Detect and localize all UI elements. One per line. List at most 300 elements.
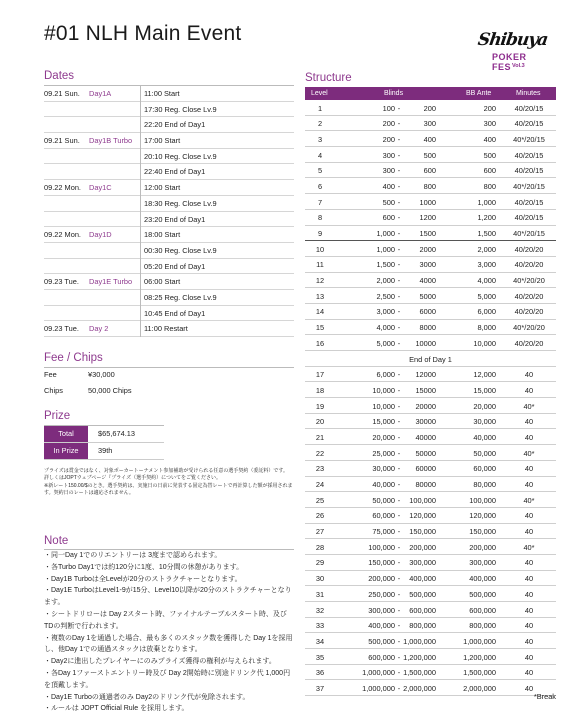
- structure-heading: Structure: [305, 72, 352, 84]
- big-blind-cell: 300: [423, 119, 436, 129]
- small-blind-cell: 100: [382, 103, 395, 113]
- big-blind-cell: 1000: [419, 197, 436, 207]
- note-list: [44, 550, 296, 715]
- big-blind-cell: 600,000: [409, 605, 436, 615]
- column-divider: [140, 196, 141, 212]
- structure-row: [305, 226, 556, 242]
- structure-row: [305, 257, 556, 273]
- prize-inprize-label: In Prize: [44, 443, 88, 459]
- chips-label: Chips: [44, 386, 63, 395]
- bb-ante-cell: 2,000,000: [463, 683, 496, 693]
- date-cell: 09.22 Mon.: [44, 183, 81, 193]
- minutes-cell: 40: [524, 636, 534, 646]
- big-blind-cell: 500,000: [409, 589, 436, 599]
- bb-ante-cell: 20,000: [473, 401, 496, 411]
- bb-ante-cell: 6,000: [477, 307, 496, 317]
- time-cell: 11:00 Start: [144, 89, 180, 98]
- big-blind-cell: 400,000: [409, 574, 436, 584]
- minutes-cell: 40: [524, 527, 534, 537]
- structure-row: [305, 461, 556, 477]
- level-cell: 27: [315, 527, 325, 537]
- column-divider: [140, 227, 141, 243]
- minutes-cell: 40: [524, 621, 534, 631]
- big-blind-cell: 50000: [415, 448, 436, 458]
- bb-ante-cell: 80,000: [473, 480, 496, 489]
- page-title: #01 NLH Main Event: [44, 22, 242, 45]
- bb-ante-cell: 200,000: [469, 542, 496, 552]
- big-blind-cell: 200,000: [409, 542, 436, 552]
- minutes-cell: 40/20/15: [514, 213, 544, 223]
- prize-table: [44, 426, 164, 460]
- event-cell: Day1B Turbo: [89, 136, 133, 146]
- big-blind-cell: 600: [423, 166, 436, 176]
- blind-separator: -: [397, 636, 401, 646]
- header-minutes: Minutes: [516, 89, 541, 97]
- time-cell: 06:00 Start: [144, 277, 181, 287]
- small-blind-cell: 300,000: [368, 605, 395, 615]
- level-cell: 20: [315, 417, 325, 427]
- event-cell: Day1D: [89, 230, 112, 240]
- small-blind-cell: 5,000: [376, 338, 395, 348]
- bb-ante-cell: 400,000: [469, 574, 496, 584]
- small-blind-cell: 150,000: [368, 558, 395, 568]
- minutes-cell: 40: [524, 668, 534, 678]
- level-cell: 5: [317, 166, 323, 176]
- level-cell: 3: [317, 134, 323, 144]
- date-cell: 09.21 Sun.: [44, 136, 80, 146]
- bb-ante-cell: 150,000: [469, 527, 496, 537]
- minutes-cell: 40*/20/15: [513, 134, 545, 144]
- small-blind-cell: 1,000: [376, 229, 395, 238]
- minutes-cell: 40*: [523, 448, 535, 458]
- minutes-cell: 40: [524, 589, 534, 599]
- level-cell: 6: [317, 181, 323, 191]
- date-row: [44, 102, 294, 118]
- column-divider: [140, 274, 141, 290]
- date-row: [44, 227, 294, 243]
- level-cell: 36: [315, 668, 325, 678]
- prize-inprize-row: [44, 443, 164, 460]
- small-blind-cell: 100,000: [368, 542, 395, 552]
- level-cell: 8: [317, 213, 323, 223]
- blind-separator: -: [397, 464, 401, 474]
- event-cell: Day1E Turbo: [89, 277, 133, 287]
- time-cell: 05:20 End of Day1: [144, 261, 206, 271]
- big-blind-cell: 1,500,000: [403, 668, 436, 678]
- minutes-cell: 40*: [523, 401, 535, 411]
- small-blind-cell: 600,000: [368, 652, 395, 662]
- date-row: [44, 243, 294, 259]
- note-heading: Note: [44, 535, 69, 547]
- level-cell: 19: [315, 401, 325, 411]
- column-divider: [140, 306, 141, 322]
- bb-ante-cell: 1,000: [477, 197, 496, 207]
- blind-separator: -: [397, 276, 401, 286]
- small-blind-cell: 500,000: [368, 636, 395, 646]
- minutes-cell: 40/20/15: [514, 197, 544, 207]
- level-cell: 31: [315, 589, 325, 599]
- big-blind-cell: 800,000: [409, 621, 436, 631]
- small-blind-cell: 2,500: [376, 291, 395, 301]
- column-divider: [140, 133, 141, 149]
- small-blind-cell: 75,000: [372, 527, 395, 537]
- blind-separator: -: [397, 668, 401, 678]
- end-of-day1-label: End of Day 1: [409, 354, 452, 364]
- small-blind-cell: 600: [382, 213, 395, 223]
- time-cell: 20:10 Reg. Close Lv.9: [144, 151, 217, 161]
- structure-row: [305, 649, 556, 665]
- column-divider: [140, 149, 141, 165]
- level-cell: 12: [315, 276, 325, 286]
- level-cell: 32: [315, 605, 325, 615]
- header-blinds: Blinds: [384, 89, 404, 97]
- blind-separator: -: [397, 652, 401, 662]
- end-of-day1-row: [305, 351, 556, 367]
- level-cell: 25: [315, 495, 325, 505]
- level-cell: 13: [315, 291, 325, 301]
- level-cell: 15: [315, 323, 325, 333]
- big-blind-cell: 20000: [415, 401, 436, 411]
- big-blind-cell: 800: [423, 181, 436, 191]
- prize-fine-print: [44, 468, 294, 497]
- fine-print-line: 詳しくはJOPTウェブページ『プライズ（選手契約）についてをご覧ください。: [44, 475, 221, 482]
- date-row: [44, 306, 294, 322]
- blind-separator: -: [397, 150, 401, 160]
- big-blind-cell: 1,000,000: [403, 636, 436, 646]
- blind-separator: -: [397, 119, 401, 129]
- column-divider: [140, 102, 141, 118]
- structure-row: [305, 633, 556, 649]
- bb-ante-cell: 400: [483, 134, 496, 144]
- structure-row: [305, 555, 556, 571]
- structure-row: [305, 116, 556, 132]
- blind-separator: -: [397, 574, 401, 584]
- structure-row: [305, 288, 556, 304]
- minutes-cell: 40: [524, 464, 534, 474]
- minutes-cell: 40: [524, 652, 534, 662]
- big-blind-cell: 100,000: [409, 495, 436, 505]
- level-cell: 1: [317, 103, 323, 113]
- bb-ante-cell: 40,000: [473, 432, 496, 442]
- structure-row: [305, 320, 556, 336]
- event-cell: Day 2: [89, 324, 109, 334]
- big-blind-cell: 150,000: [409, 527, 436, 537]
- structure-row: [305, 429, 556, 445]
- minutes-cell: 40*/20/15: [513, 229, 545, 238]
- small-blind-cell: 20,000: [372, 432, 395, 442]
- blind-separator: -: [397, 683, 401, 693]
- blind-separator: -: [397, 495, 401, 505]
- level-cell: 22: [315, 448, 325, 458]
- blind-separator: -: [397, 558, 401, 568]
- fine-print-line: プライズは賞金ではなく、対象ポーカートーナメント参加補助が受けられる任意の選手契約（委託料）です。: [44, 468, 289, 474]
- big-blind-cell: 30000: [415, 417, 436, 427]
- minutes-cell: 40*/20/15: [513, 181, 545, 191]
- small-blind-cell: 1,000: [376, 244, 395, 254]
- event-cell: Day1A: [89, 89, 112, 98]
- small-blind-cell: 3,000: [376, 307, 395, 317]
- prize-heading: Prize: [44, 410, 71, 422]
- date-row: [44, 321, 294, 337]
- bb-ante-cell: 120,000: [469, 511, 496, 521]
- blind-separator: -: [397, 621, 401, 631]
- bb-ante-cell: 600,000: [469, 605, 496, 615]
- level-cell: 17: [315, 370, 325, 380]
- column-divider: [140, 164, 141, 180]
- fee-label: Fee: [44, 370, 57, 379]
- blind-separator: -: [397, 103, 401, 113]
- small-blind-cell: 10,000: [372, 401, 395, 411]
- small-blind-cell: 4,000: [376, 323, 395, 333]
- minutes-cell: 40: [524, 605, 534, 615]
- blind-separator: -: [397, 417, 401, 427]
- note-item: ・各Day 1ファーストエントリー時及び Day 2開始時に別途ドリンク代 1,000円を頂戴します。: [44, 669, 291, 689]
- blind-separator: -: [397, 480, 401, 489]
- event-cell: Day1C: [89, 183, 112, 193]
- structure-row: [305, 178, 556, 194]
- big-blind-cell: 5000: [419, 291, 436, 301]
- structure-row: [305, 100, 556, 116]
- minutes-cell: 40/20/20: [514, 260, 544, 270]
- structure-row: [305, 367, 556, 383]
- minutes-cell: 40/20/20: [514, 338, 544, 348]
- structure-row: [305, 492, 556, 508]
- blind-separator: -: [397, 589, 401, 599]
- small-blind-cell: 1,500: [376, 260, 395, 270]
- small-blind-cell: 25,000: [372, 448, 395, 458]
- blind-separator: -: [397, 244, 401, 254]
- small-blind-cell: 60,000: [372, 511, 395, 521]
- minutes-cell: 40: [524, 511, 534, 521]
- big-blind-cell: 80000: [415, 480, 436, 489]
- small-blind-cell: 50,000: [372, 495, 395, 505]
- minutes-cell: 40*: [523, 495, 535, 505]
- date-row: [44, 86, 294, 102]
- level-cell: 35: [315, 652, 325, 662]
- level-cell: 26: [315, 511, 325, 521]
- blind-separator: -: [397, 260, 401, 270]
- bb-ante-cell: 200: [483, 103, 496, 113]
- date-row: [44, 212, 294, 228]
- time-cell: 11:00 Restart: [144, 324, 188, 334]
- big-blind-cell: 1,200,000: [403, 652, 436, 662]
- bb-ante-cell: 8,000: [477, 323, 496, 333]
- blind-separator: -: [397, 229, 401, 238]
- date-cell: 09.23 Tue.: [44, 324, 79, 334]
- bb-ante-cell: 300,000: [469, 558, 496, 568]
- big-blind-cell: 12000: [415, 370, 436, 380]
- time-cell: 10:45 End of Day1: [144, 308, 206, 318]
- big-blind-cell: 120,000: [409, 511, 436, 521]
- blind-separator: -: [397, 385, 401, 395]
- bb-ante-cell: 100,000: [469, 495, 496, 505]
- minutes-cell: 40*: [523, 542, 535, 552]
- level-cell: 30: [315, 574, 325, 584]
- minutes-cell: 40: [524, 480, 534, 489]
- time-cell: 17:30 Reg. Close Lv.9: [144, 104, 217, 114]
- column-divider: [140, 321, 141, 337]
- prize-total-value: $65,674.13: [98, 429, 135, 438]
- big-blind-cell: 4000: [419, 276, 436, 286]
- logo-volume: Vol.3: [512, 63, 525, 69]
- date-row: [44, 259, 294, 275]
- blind-separator: -: [397, 166, 401, 176]
- structure-row: [305, 398, 556, 414]
- blind-separator: -: [397, 432, 401, 442]
- bb-ante-cell: 2,000: [477, 244, 496, 254]
- date-row: [44, 196, 294, 212]
- minutes-cell: 40/20/15: [514, 166, 544, 176]
- note-item: ・シートドリローは Day 2スタート時、ファイナルテーブルスタート時、及びTDの判断で行われます。: [44, 610, 287, 630]
- shibuya-poker-fes-logo: [476, 30, 549, 76]
- minutes-cell: 40: [524, 558, 534, 568]
- time-cell: 22:40 End of Day1: [144, 167, 206, 177]
- dates-table: [44, 86, 294, 337]
- big-blind-cell: 400: [423, 134, 436, 144]
- blind-separator: -: [397, 134, 401, 144]
- chips-value: 50,000 Chips: [88, 386, 132, 395]
- note-item: ・Day2に進出したプレイヤーにのみプライズ獲得の権利が与えられます。: [44, 658, 276, 666]
- small-blind-cell: 10,000: [372, 385, 395, 395]
- logo-subtitle: POKER FES: [492, 52, 527, 72]
- logo-script: Shibuya: [476, 30, 549, 50]
- big-blind-cell: 6000: [419, 307, 436, 317]
- small-blind-cell: 1,000,000: [362, 668, 395, 678]
- big-blind-cell: 40000: [415, 432, 436, 442]
- bb-ante-cell: 1,500,000: [463, 668, 496, 678]
- structure-row: [305, 524, 556, 540]
- note-item: ・複数のDay 1を通過した場合、最も多くのスタック数を獲得した Day 1を採用し、他Day 1での通過スタックは放棄となります。: [44, 634, 293, 654]
- column-divider: [140, 180, 141, 196]
- big-blind-cell: 15000: [415, 385, 436, 395]
- level-cell: 2: [317, 119, 323, 129]
- structure-row: [305, 508, 556, 524]
- prize-inprize-value: 39th: [98, 446, 113, 455]
- small-blind-cell: 1,000,000: [362, 683, 395, 693]
- note-item: ・ルールは JOPT Official Rule を採用します。: [44, 705, 189, 713]
- date-row: [44, 164, 294, 180]
- bb-ante-cell: 30,000: [473, 417, 496, 427]
- note-item: ・Day1E TurboはLevel1-9が15分、Level10以降が20分のストラクチャーとなります。: [44, 587, 292, 607]
- bb-ante-cell: 1,200,000: [463, 652, 496, 662]
- bb-ante-cell: 60,000: [473, 464, 496, 474]
- date-row: [44, 290, 294, 306]
- big-blind-cell: 60000: [415, 464, 436, 474]
- level-cell: 24: [315, 480, 325, 489]
- time-cell: 23:20 End of Day1: [144, 214, 206, 224]
- time-cell: 22:20 End of Day1: [144, 120, 206, 130]
- structure-row: [305, 210, 556, 226]
- small-blind-cell: 200: [382, 134, 395, 144]
- note-item: ・各Turbo Day1では約120分に1度、10分間の休憩があります。: [44, 563, 244, 571]
- level-cell: 11: [316, 260, 324, 270]
- big-blind-cell: 2000: [419, 244, 436, 254]
- bb-ante-cell: 12,000: [473, 370, 496, 380]
- level-cell: 16: [315, 338, 325, 348]
- small-blind-cell: 6,000: [376, 370, 395, 380]
- header-level: Level: [311, 89, 328, 97]
- column-divider: [140, 290, 141, 306]
- bb-ante-cell: 1,200: [477, 213, 496, 223]
- structure-row: [305, 131, 556, 147]
- blind-separator: -: [397, 605, 401, 615]
- structure-row: [305, 665, 556, 681]
- level-cell: 7: [317, 197, 323, 207]
- blind-separator: -: [397, 181, 401, 191]
- header-ante: BB Ante: [466, 89, 492, 97]
- structure-row: [305, 382, 556, 398]
- structure-row: [305, 571, 556, 587]
- fee-rule: [44, 367, 294, 368]
- level-cell: 28: [315, 542, 325, 552]
- structure-row: [305, 163, 556, 179]
- bb-ante-cell: 800: [483, 181, 496, 191]
- level-cell: 18: [315, 385, 325, 395]
- bb-ante-cell: 1,000,000: [463, 636, 496, 646]
- blind-separator: -: [397, 542, 401, 552]
- break-note: *Break: [533, 692, 556, 701]
- big-blind-cell: 8000: [419, 323, 436, 333]
- blind-separator: -: [397, 307, 401, 317]
- column-divider: [140, 117, 141, 133]
- fee-value: ¥30,000: [88, 370, 115, 379]
- date-cell: 09.23 Tue.: [44, 277, 79, 287]
- level-cell: 10: [315, 244, 325, 254]
- level-cell: 14: [315, 307, 325, 317]
- structure-row: [305, 618, 556, 634]
- structure-row: [305, 602, 556, 618]
- structure-row: [305, 335, 556, 351]
- small-blind-cell: 500: [382, 197, 395, 207]
- level-cell: 29: [315, 558, 325, 568]
- minutes-cell: 40: [524, 370, 534, 380]
- time-cell: 17:00 Start: [144, 136, 181, 146]
- minutes-cell: 40*/20/20: [513, 276, 545, 286]
- column-divider: [140, 259, 141, 275]
- minutes-cell: 40/20/15: [514, 103, 544, 113]
- time-cell: 12:00 Start: [144, 183, 181, 193]
- prize-total-row: [44, 426, 164, 443]
- blind-separator: -: [397, 527, 401, 537]
- structure-row: [305, 273, 556, 289]
- note-item: ・同一Day 1でのリエントリーは 3度まで認められます。: [44, 552, 222, 559]
- bb-ante-cell: 3,000: [477, 260, 496, 270]
- small-blind-cell: 15,000: [372, 417, 395, 427]
- level-cell: 34: [315, 636, 325, 646]
- column-divider: [140, 243, 141, 259]
- bb-ante-cell: 500: [483, 150, 496, 160]
- date-cell: 09.21 Sun.: [44, 89, 80, 98]
- blind-separator: -: [397, 338, 401, 348]
- bb-ante-cell: 300: [483, 119, 496, 129]
- blind-separator: -: [397, 197, 401, 207]
- prize-total-label: Total: [44, 426, 88, 442]
- blind-separator: -: [397, 511, 401, 521]
- structure-row: [305, 445, 556, 461]
- small-blind-cell: 2,000: [376, 276, 395, 286]
- big-blind-cell: 2,000,000: [403, 683, 436, 693]
- structure-row: [305, 680, 556, 696]
- bb-ante-cell: 10,000: [473, 338, 496, 348]
- minutes-cell: 40: [524, 417, 534, 427]
- time-cell: 18:30 Reg. Close Lv.9: [144, 198, 217, 208]
- level-cell: 21: [315, 432, 325, 442]
- blind-separator: -: [397, 401, 401, 411]
- column-divider: [140, 212, 141, 228]
- small-blind-cell: 30,000: [372, 464, 395, 474]
- fine-print-line: ※新レート150.00/$のとき。選手契約は、実施日の日前に発表する固定為替レートで再計算した額が採用されます。契約日のレートは適応されません。: [44, 482, 293, 496]
- time-cell: 00:30 Reg. Close Lv.9: [144, 245, 217, 255]
